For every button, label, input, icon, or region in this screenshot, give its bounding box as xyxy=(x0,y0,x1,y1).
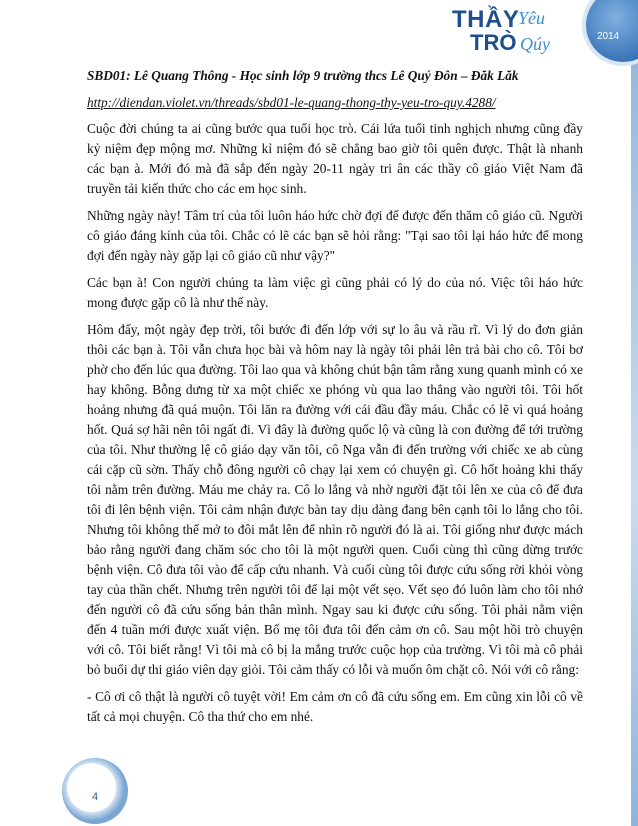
article-body xyxy=(87,66,583,734)
logo-word-yeu: Yêu xyxy=(518,8,545,28)
paragraph-4: Hôm đấy, một ngày đẹp trời, tôi bước đi đến lớp với sự lo âu và rầu rĩ. Vì lý do đơn giản thôi các bạn à. Tôi vẫn chưa học bài và hôm nay là ngày tôi phải lên trả bài cho cô. Tôi bơ phờ cho đến lúc qua đường. Tôi lao qua và không chút bận tâm rằng xung quanh mình có xe hay không. Bỗng dưng từ xa một chiếc xe phóng vù qua lao thẳng vào người tôi. Tôi hốt hoảng nhưng đã quá muộn. Tôi lăn ra đường với cái đầu đầy máu. Chắc có lẽ vì quá hoảng hốt. Quá sợ hãi nên tôi ngất đi. Vì đây là đường quốc lộ và cũng là con đường để tới trường của tôi. Như thường lệ cô giáo dạy văn tôi, cô Nga vẫn đi đến trường với chiếc xe ab cùng cái cặp cũ sờn. Thấy chỗ đông người cô chạy lại xem có chuyện gì. Cô hốt hoảng khi thấy tôi nằm trên đường. Máu me chảy ra. Cô lo lắng và nhờ người đặt tôi lên xe của cô để đưa tôi đi lên bệnh viện. Tôi cảm nhận được bàn tay dịu dàng đang bên cạnh tôi lo lắng cho tôi. Nhưng tôi không thể mở to đôi mắt lên để nhìn rõ người đó là ai. Tôi giống như được mách bảo rằng người đang chăm sóc cho tôi là một người quen. Cuối cùng thì cũng dừng trước bệnh viện. Cô đưa tôi vào để cấp cứu nhanh. Và cuối cùng tôi được cứu sống rời khỏi vòng tay của thần chết. Nhưng trên người tôi để lại một vết sẹo. Vết sẹo đó luôn làm cho tôi nhớ đến người cô đã cứu sống bản thân mình. Ngay sau ki được cứu sống. Tôi phải nằm viện đến 4 tuần mới được xuất viện. Bố mẹ tôi đưa tôi đến cảm ơn cô. Sau một hồi trò chuyện với cô. Tôi biết rằng! Vì tôi mà cô bị la mắng trước cuộc họp của trường. Vì tôi mà cô phải bỏ buổi dự thi giáo viên dạy giỏi. Tôi cảm thấy có lỗi và muốn ôm chặt cô. Nói với cô rằng: xyxy=(87,322,583,677)
paragraph-1: Cuộc đời chúng ta ai cũng bước qua tuổi học trò. Cái lứa tuổi tinh nghịch nhưng cũng đầy kỷ niệm đẹp mộng mơ. Những kỉ niệm đó sẽ chẳng bao giờ tôi quên được. Thật là nhanh các bạn à. Mới đó mà đã sắp đến ngày 20-11 ngày tri ân các thầy cô giáo Việt Nam đã truyền tải kiến thức cho các em học sinh. xyxy=(87,121,583,196)
page-edge-decoration xyxy=(631,0,638,826)
paragraph-2: Những ngày này! Tâm trí của tôi luôn háo hức chờ đợi để được đến thăm cô giáo cũ. Người cô giáo đáng kính của tôi. Chắc có lẽ các bạn sẽ hỏi rằng: "Tại sao tôi lại háo hức để mong đợi đến ngày này gặp lại cô giáo cũ như vậy?" xyxy=(87,208,583,263)
logo-word-tro: TRÒ xyxy=(470,30,517,55)
page-number: 4 xyxy=(91,791,99,803)
article-source-link[interactable]: http://diendan.violet.vn/threads/sbd01-le-quang-thong-thy-yeu-tro-quy.4288/ xyxy=(87,95,496,110)
thay-yeu-tro-quy-logo xyxy=(448,4,578,62)
paragraph-5: - Cô ơi cô thật là người cô tuyệt vời! Em cảm ơn cô đã cứu sống em. Em cũng xin lỗi cô về tất cả mọi chuyện. Cô tha thứ cho em nhé. xyxy=(87,689,583,724)
paragraph-3: Các bạn à! Con người chúng ta làm việc gì cũng phải có lý do của nó. Việc tôi háo hức mong được gặp cô là như thế này. xyxy=(87,275,583,310)
logo-word-quy: Qúy xyxy=(520,34,550,54)
article-title: SBD01: Lê Quang Thông - Học sinh lớp 9 trường thcs Lê Quý Đôn – Đăk Lăk xyxy=(87,68,519,83)
year-label: 2014 xyxy=(597,31,620,42)
logo-word-thay: THẦY xyxy=(452,6,520,33)
